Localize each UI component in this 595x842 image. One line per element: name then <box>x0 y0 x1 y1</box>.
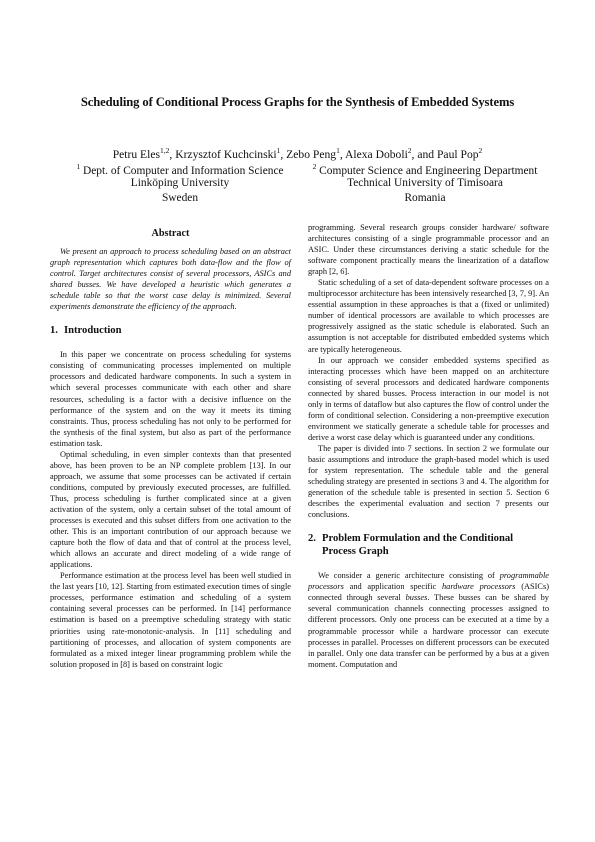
author-name: Petru Eles <box>112 147 161 161</box>
left-column <box>50 222 291 670</box>
emphasis: hardware processors <box>441 582 516 592</box>
section-title-continued: Process Graph <box>322 546 389 558</box>
author-affil-mark: 1 <box>276 146 281 155</box>
section-number: 1. <box>50 325 58 337</box>
section-1-heading <box>50 324 291 337</box>
affil-text: Dept. of Computer and Information Science <box>80 164 284 177</box>
abstract-heading: Abstract <box>151 228 190 239</box>
text-run: We consider a generic architecture consisting of <box>318 571 500 581</box>
paper-title: Scheduling of Conditional Process Graphs for the Synthesis of Embedded Systems <box>80 95 515 109</box>
affiliation-left-country: Sweden <box>161 192 199 204</box>
paragraph: Performance estimation at the process level has been well studied in the last years [10, 12]. Starting from estimated execution times of single processes, performance estimation and scheduling of a system containing several processes can be performed. In [14] performance estimation is based on a preemptive scheduling strategy with static priorities using rate-monotonic-analysis. In [11] scheduling and partitioning of processes, and allocation of system components are formulated as a mixed integer linear programming problem while the solution proposed in [8] is based on constraint logic <box>50 571 291 669</box>
author-name: , Alexa Doboli <box>339 147 408 161</box>
affiliation-right-university: Technical University of Timisoara <box>347 177 503 189</box>
paragraph: Static scheduling of a set of data-dependent software processes on a multiprocessor architecture has been intensively researched [3, 7, 9]. An essential assumption in these approaches is that a (fixed or unlimited) number of identical processors are available to which processes are progressively assigned as the static schedule is elaborated. Such an assumption is not acceptable for distributed embedded systems which are typically heterogeneous. <box>308 278 549 354</box>
affiliation-right-dept <box>300 162 550 177</box>
author-affil-mark: 1,2 <box>160 146 170 155</box>
paragraph: The paper is divided into 7 sections. In section 2 we formulate our basic assumptions and introduce the graph-based model which is used for system representation. The schedule table and the general scheduling strategy are presented in sections 3 and 4. The algorithm for generation of the schedule table is presented in section 5. Section 6 describes the experimental evaluation and section 7 presents our conclusions. <box>308 443 549 520</box>
section-title: Problem Formulation and the Conditional <box>322 533 514 545</box>
author-name: , Zebo Peng <box>280 147 337 161</box>
paragraph <box>308 570 549 669</box>
affiliation-row-3 <box>60 192 550 204</box>
right-column <box>308 222 549 670</box>
author-name: , Krzysztof Kuchcinski <box>169 147 277 161</box>
paragraph: In our approach we consider embedded systems specified as interacting processes which have been mapped on an architecture consisting of several processors and dedicated hardware components connected by shared busses. Process interaction in our model is not only in terms of dataflow but also captures the flow of control under the form of conditional selection. Considering a non-preemptive execution environment we statically generate a schedule table for processes and derive a worst case delay which is guaranteed under any conditions. <box>308 355 549 442</box>
abstract-text: We present an approach to process scheduling based on an abstract graph representation which captures both data-flow and the flow of control. Target architectures consist of several processors, ASICs and shared busses. We have developed a heuristic which generates a schedule table so that the worst case delay is minimized. Several experiments demonstrate the efficiency of the approach. <box>50 247 291 312</box>
paragraph: Optimal scheduling, in even simpler contexts than that presented above, has been proven to be an NP complete problem [13]. In our approach, we assume that some processes can be activated if certain conditions, computed by previously executed processes, are fulfilled. Thus, process scheduling is further complicated since at a given activation of the system, only a certain subset of the total amount of processes is executed and this subset differs from one activation to the other. This is an important contribution of our approach because we capture both the flow of data and that of control at the process level, which allows an accurate and direct modeling of a wide range of applications. <box>50 449 291 570</box>
text-run: (ASICs) connected through several <box>308 582 550 603</box>
author-affil-mark: 2 <box>407 146 412 155</box>
emphasis: programmable processors <box>308 571 549 592</box>
author-affil-mark: 1 <box>336 146 340 155</box>
author-list <box>20 146 575 161</box>
section-number: 2. <box>308 533 316 545</box>
emphasis: busses <box>405 593 428 603</box>
paragraph: In this paper we concentrate on process scheduling for systems consisting of communicating processes implemented on multiple processors and dedicated hardware components. In such a system in which several processes communicate with each other and share resources, scheduling is a factor with a decisive influence on the performance of the system and on the way it meets its timing constraints. Thus, process scheduling has not only to be performed for the synthesis of the final system, but also as part of the performance estimation task. <box>50 350 291 448</box>
affil-mark: 2 <box>312 162 317 171</box>
author-name: , and Paul Pop <box>411 147 479 161</box>
author-affil-mark: 2 <box>478 146 483 155</box>
text-run: and application specific <box>343 582 442 592</box>
affiliation-row-1 <box>60 162 550 177</box>
affiliation-right-country: Romania <box>404 192 446 204</box>
affiliation-left-dept <box>60 162 300 177</box>
section-title: Introduction <box>64 325 122 337</box>
affil-text: Computer Science and Engineering Department <box>316 164 538 177</box>
affiliation-left-university: Linköping University <box>130 177 230 189</box>
paragraph: programming. Several research groups consider hardware/ software architectures consisting of a single programmable processor and an ASIC. Under these circumstances deriving a static schedule for the software component practically means the linearization of a dataflow graph [2, 6]. <box>308 223 549 277</box>
section-2-heading <box>308 532 549 558</box>
affiliation-row-2 <box>60 177 550 189</box>
affil-mark: 1 <box>76 162 81 171</box>
text-run: . These busses can be shared by several communication channels connecting processes assigned to different processors. Only one process can be executed at a time by a programmable processor while a hardware processor can execute processes in parallel. Processes on different processors can be executed in parallel. Only one data transfer can be performed by a bus at a given moment. Computation and <box>308 593 549 669</box>
